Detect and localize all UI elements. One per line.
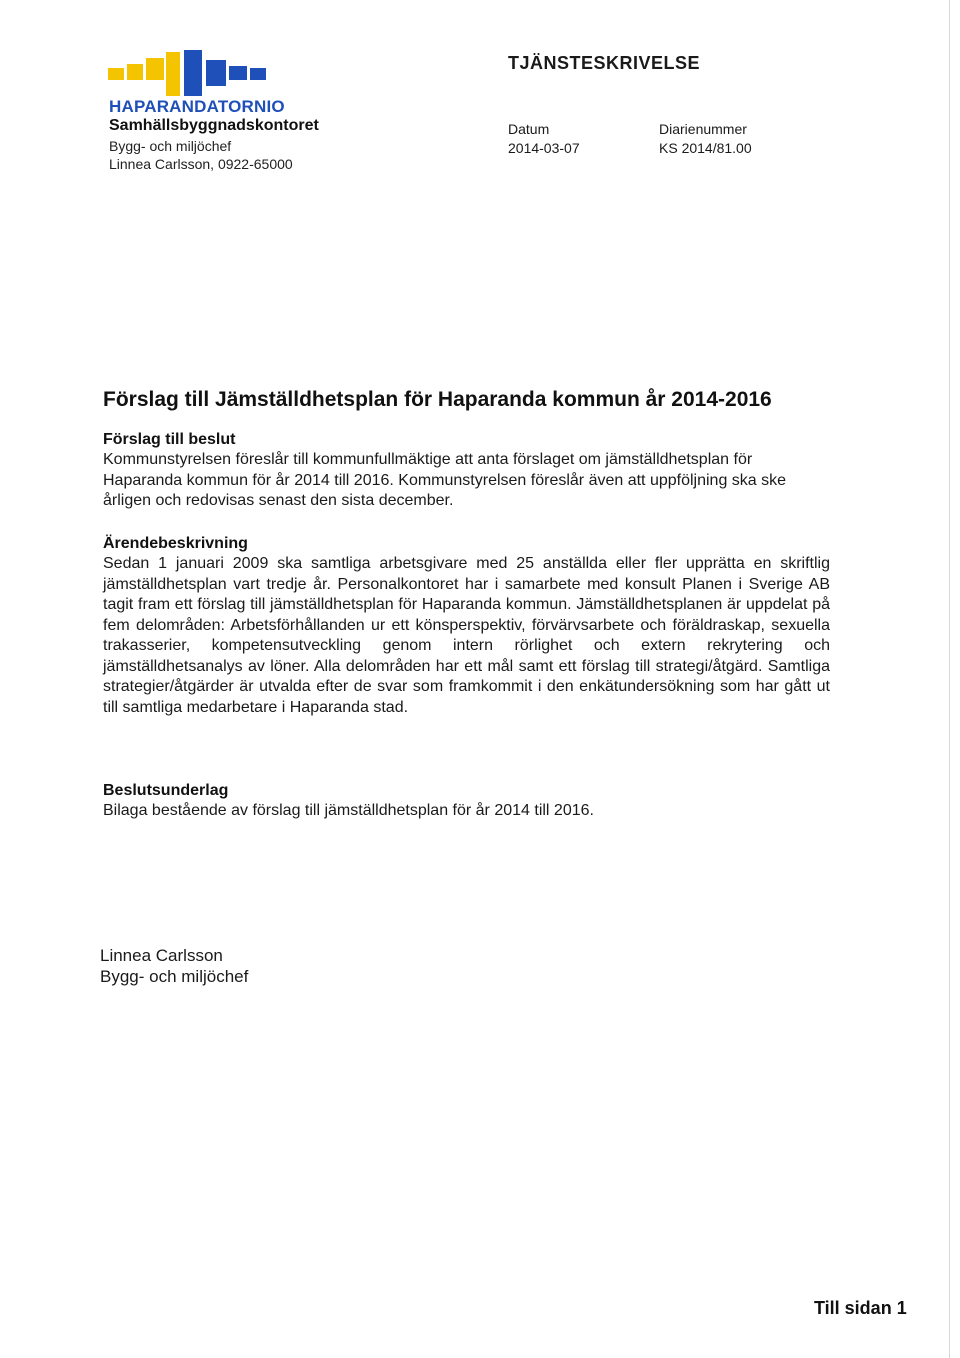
haparanda-tornio-logo [108,50,278,96]
decision-basis-heading: Beslutsunderlag [103,782,229,799]
date-label: Datum [508,121,550,137]
logo-block-yellow-2 [127,64,143,80]
logo-block-yellow-3 [146,58,164,80]
decision-basis-body: Bilaga bestående av förslag till jämställdhetsplan för år 2014 till 2016. [103,802,594,819]
sender-contact: Linnea Carlsson, 0922-65000 [109,156,293,172]
registration-number-value: KS 2014/81.00 [659,140,752,156]
registration-number-label: Diarienummer [659,121,747,137]
proposal-body: Kommunstyrelsen föreslår till kommunfullmäktige att anta förslaget om jämställdhetsplan för Haparanda kommun för år 2014 till 2016. Kommunstyrelsen föreslår även att uppföljning ska ske årligen och redovisas senast den sista december. [103,451,787,509]
page-edge-line [949,0,950,1358]
department-name: Samhällsbyggnadskontoret [109,117,319,134]
signature-block [100,945,248,987]
case-description-body: Sedan 1 januari 2009 ska samtliga arbetsgivare med 25 anställda eller fler upprätta en skriftlig jämställdhetsplan vart tredje år. Personalkontoret har i samarbete med konsult Planen i Sverige AB tagit fram ett förslag till jämställdhetsplan för Haparanda kommun. Jämställdhetsplanen är uppdelat på fem delområden: Arbetsförhållanden ur ett könsperspektiv, förvärvsarbete och föräldraskap, sexuella trakasserier, kompetensutveckling genom intern rörlighet och extern rekrytering och jämställdhetsanalys av löner. Alla delområden har ett mål samt ett förslag till strategi/åtgärd. Samtliga strategier/åtgärder är utvalda efter de svar som framkommit i den enkätundersökning som har gått ut till samtliga medarbetare i Haparanda stad. [103,555,830,716]
page-indicator: Till sidan 1 [814,1298,907,1318]
organization-name: HAPARANDATORNIO [109,97,285,116]
document-type: TJÄNSTESKRIVELSE [508,53,701,73]
document-title: Förslag till Jämställdhetsplan för Haparanda kommun år 2014-2016 [103,388,772,411]
case-description-section [103,534,830,718]
proposal-heading: Förslag till beslut [103,431,236,448]
logo-block-blue-4 [250,68,266,80]
logo-block-yellow-4 [166,52,180,96]
date-value: 2014-03-07 [508,140,580,156]
logo-block-blue-1 [184,50,202,96]
logo-block-yellow-1 [108,68,124,80]
signature-role: Bygg- och miljöchef [100,967,249,986]
sender-role: Bygg- och miljöchef [109,138,232,154]
logo-block-blue-2 [206,60,226,86]
logo-block-blue-3 [229,66,247,80]
decision-basis-section [103,781,830,822]
proposal-section [103,430,830,512]
case-description-heading: Ärendebeskrivning [103,535,248,552]
signature-name: Linnea Carlsson [100,946,223,965]
